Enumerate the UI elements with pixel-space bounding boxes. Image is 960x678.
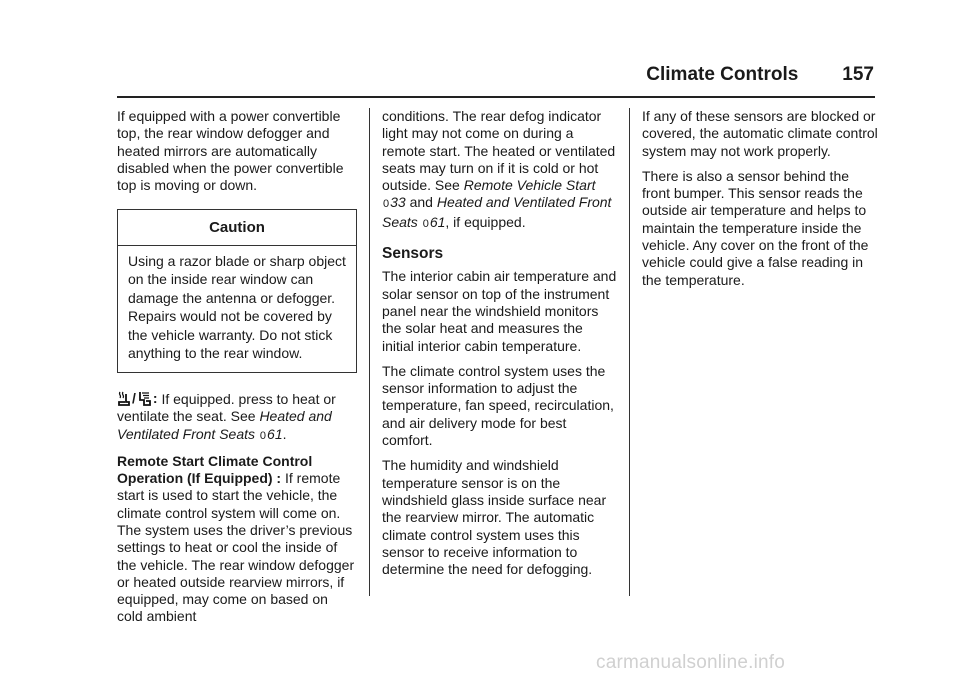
heated-seats-link[interactable]: Heated and Ventilated Front Seats xyxy=(382,194,612,230)
bumper-sensor-paragraph: There is also a sensor behind the front bumper. This sensor reads the outside air temperature and helps to maintain the temperature inside the vehicle. Any cover on the front of the vehicle could give a false reading in the temperature. xyxy=(642,167,869,288)
convertible-paragraph: If equipped with a power convertible top, the rear window defogger and heated mirrors are automatically disabled when the power convertible top is moving or down. xyxy=(117,108,344,194)
blocked-sensors-paragraph: If any of these sensors are blocked or covered, the automatic climate control system may not work properly. xyxy=(642,108,878,159)
column-2 xyxy=(382,108,617,586)
seat-link[interactable]: Heated and Ventilated Front Seats xyxy=(117,408,332,442)
icon-colon: : xyxy=(152,389,158,406)
watermark: carmanualsonline.info xyxy=(596,652,786,673)
page-ref-arrow: 0 xyxy=(259,429,267,442)
page-header xyxy=(0,64,874,86)
seat-paragraph: / : If equipped. press to heat or ventilate the seat. See Heated and Ventilated Front Seats 061. xyxy=(117,389,336,442)
seat-page-ref[interactable]: 61 xyxy=(267,425,283,442)
remote-start-heading: Remote Start Climate Control Operation (If Equipped) : xyxy=(117,452,313,487)
caution-body: Using a razor blade or sharp object on the inside rear window can damage the antenna or defogger. Repairs would not be covered by the vehicle warranty. Do not stick anything to the rear window. xyxy=(128,252,346,362)
icon-separator: / xyxy=(132,389,136,406)
remote-start-paragraph xyxy=(117,453,357,626)
section-title: Climate Controls xyxy=(646,64,799,85)
page-ref-33[interactable]: 33 xyxy=(390,194,406,211)
seat-icons xyxy=(117,390,158,407)
column-1 xyxy=(117,108,357,634)
remote-start-text: If remote start is used to start the vehicle, the climate control system will come on. The system uses the driver’s previous settings to heat or cool the inside of the vehicle. The rear window defogger or heated outside rearview mirrors, if equipped, may come on based on cold ambient xyxy=(117,470,355,625)
sensors-paragraph-2: The climate control system uses the sensor information to adjust the temperature, fan speed, recirculation, and air delivery mode for best comfort. xyxy=(382,362,614,449)
page-ref-arrow: 0 xyxy=(383,198,390,211)
caution-title: Caution xyxy=(118,210,356,245)
page-number: 157 xyxy=(842,64,874,85)
column-divider xyxy=(629,108,630,596)
sensors-paragraph-1: The interior cabin air temperature and solar sensor on top of the instrument panel near the windshield monitors the solar heat and measures the initial interior cabin temperature. xyxy=(382,268,617,354)
column-3 xyxy=(642,108,878,297)
caution-box xyxy=(117,209,357,372)
seat-text: If equipped. press to heat or ventilate the seat. See xyxy=(117,390,336,425)
page-ref-arrow: 0 xyxy=(422,217,429,230)
sensors-heading: Sensors xyxy=(382,245,444,263)
ventilated-seat-icon xyxy=(138,391,151,406)
column-divider xyxy=(369,108,370,596)
page-ref-61[interactable]: 61 xyxy=(429,213,446,230)
heated-seat-icon xyxy=(117,391,130,406)
remote-vehicle-start-link[interactable]: Remote Vehicle Start xyxy=(463,177,596,194)
sensors-paragraph-3: The humidity and windshield temperature sensor is on the windshield glass inside surface near the rearview mirror. The automatic climate control system uses this sensor to receive information to determine the need for defogging. xyxy=(382,457,607,578)
header-rule xyxy=(117,96,875,98)
remote-start-continued: conditions. The rear defog indicator light may not come on during a remote start. The heated or ventilated seats may turn on if it is cold or hot outside. See Remote Vehicle Start 033 and Heated and Ventilated Front Seats 061, if equipped. xyxy=(382,108,616,230)
